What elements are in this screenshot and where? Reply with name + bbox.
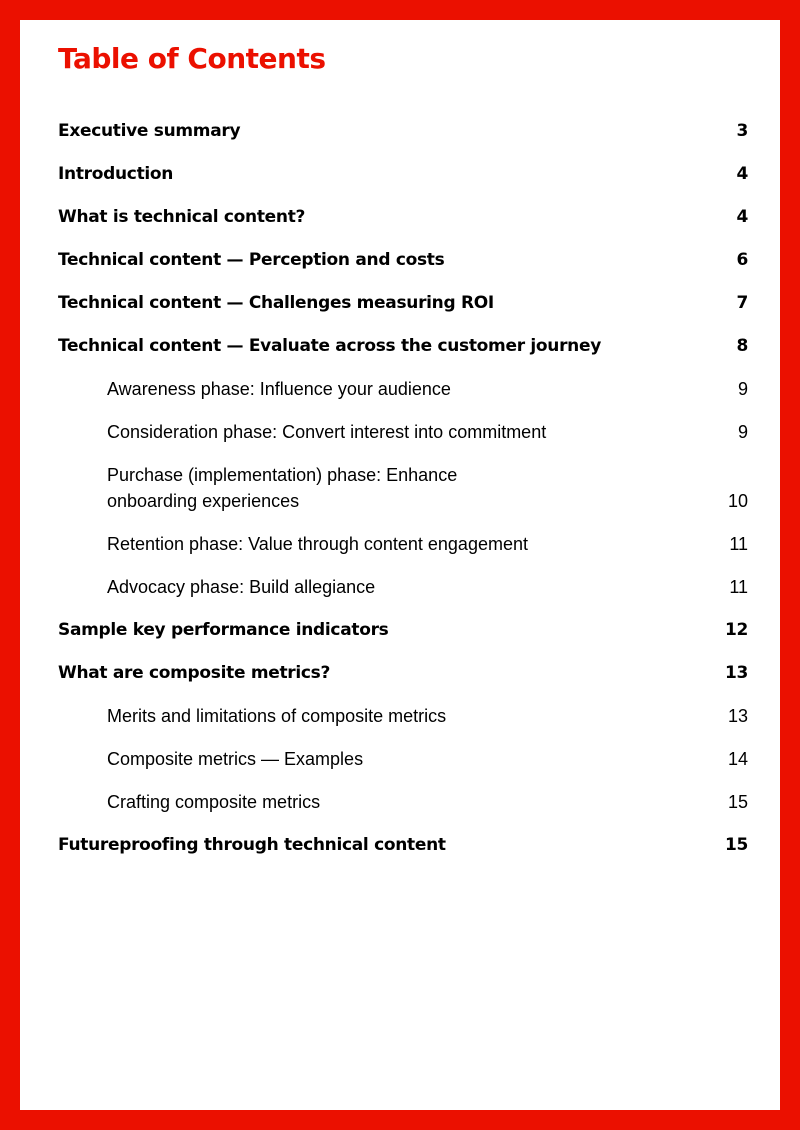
toc-entry-page: 15 <box>727 792 748 812</box>
toc-entry[interactable] <box>58 164 748 184</box>
toc-entry-page: 13 <box>727 706 748 726</box>
toc-entry-label: What is technical content? <box>58 207 306 227</box>
toc-entry-label: Sample key performance indicators <box>58 620 389 640</box>
toc-entry-page: 9 <box>737 379 748 399</box>
toc-entry-page: 7 <box>736 293 748 313</box>
toc-entry-page: 11 <box>729 534 748 554</box>
toc-entry-label: Technical content — Evaluate across the customer journey <box>58 336 601 356</box>
toc-subentry[interactable] <box>107 703 748 729</box>
toc-subentry[interactable] <box>107 376 748 402</box>
toc-entry[interactable] <box>58 620 748 640</box>
toc-entry-page: 9 <box>737 422 748 442</box>
toc-entry[interactable] <box>58 293 748 313</box>
toc-subentry[interactable] <box>107 419 748 445</box>
toc-entry[interactable] <box>58 121 748 141</box>
toc-entry-page: 4 <box>736 207 748 227</box>
toc-entry[interactable] <box>58 207 748 227</box>
toc-entry-label: Advocacy phase: Build allegiance <box>107 577 376 597</box>
toc-entry-page: 8 <box>736 336 748 356</box>
toc-entry-page: 15 <box>724 835 748 855</box>
toc-entry-label: Purchase (implementation) phase: Enhance onboarding experiences <box>107 465 458 511</box>
toc-subentry[interactable] <box>107 531 748 557</box>
toc-entry-label: Consideration phase: Convert interest into commitment <box>107 422 547 442</box>
toc-entry-label: Technical content — Perception and costs <box>58 250 445 270</box>
toc-entry[interactable] <box>58 250 748 270</box>
toc-entry[interactable] <box>58 336 748 356</box>
toc-entry-label: Retention phase: Value through content engagement <box>107 534 528 554</box>
document-page <box>20 20 780 1110</box>
toc-entry-page: 3 <box>736 121 748 141</box>
page-title: Table of Contents <box>58 42 326 75</box>
toc-entry-label: Awareness phase: Influence your audience <box>107 379 451 399</box>
toc-entry-label: Futureproofing through technical content <box>58 835 446 855</box>
toc-entry-label: Composite metrics — Examples <box>107 749 364 769</box>
toc-entry-label: What are composite metrics? <box>58 663 331 683</box>
toc-subentry[interactable] <box>107 574 748 600</box>
toc-entry-page: 10 <box>727 491 748 511</box>
toc-entry-label: Introduction <box>58 164 174 184</box>
toc-entry-label: Merits and limitations of composite metrics <box>107 706 447 726</box>
toc-subentry[interactable] <box>107 462 748 514</box>
toc-entry-page: 6 <box>736 250 748 270</box>
toc-entry[interactable] <box>58 835 748 855</box>
toc-entry-label: Technical content — Challenges measuring ROI <box>58 293 494 313</box>
toc-entry[interactable] <box>58 663 748 683</box>
toc-entry-page: 11 <box>729 577 748 597</box>
toc-subentry[interactable] <box>107 746 748 772</box>
toc-subentry[interactable] <box>107 789 748 815</box>
toc-entry-page: 14 <box>727 749 748 769</box>
toc-entry-label: Executive summary <box>58 121 241 141</box>
toc-entry-page: 13 <box>724 663 748 683</box>
toc-entry-page: 12 <box>724 620 748 640</box>
toc-entry-page: 4 <box>736 164 748 184</box>
toc-entry-label: Crafting composite metrics <box>107 792 321 812</box>
